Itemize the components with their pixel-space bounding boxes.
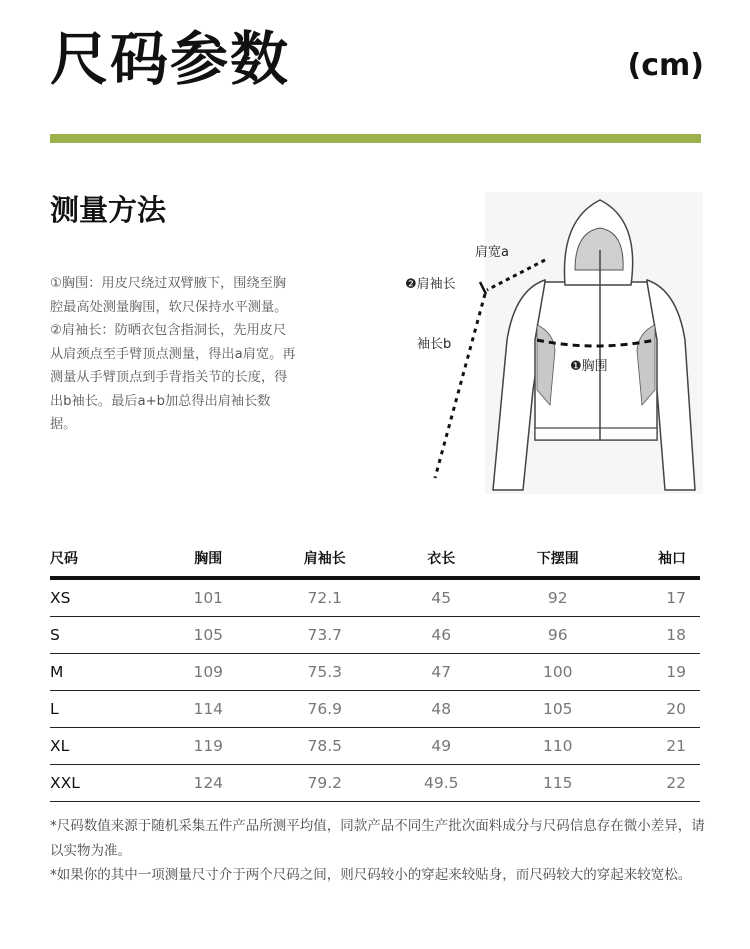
cell-shoulder-sleeve: 75.3 [307, 663, 342, 681]
accent-divider [50, 134, 701, 143]
cell-size: XS [50, 589, 71, 607]
jacket-diagram [395, 190, 705, 500]
cell-cuff: 22 [666, 774, 686, 792]
cell-chest: 109 [193, 663, 224, 681]
cell-size: M [50, 663, 64, 681]
cell-cuff: 21 [666, 737, 686, 755]
header-size: 尺码 [50, 551, 78, 567]
cell-shoulder-sleeve: 73.7 [307, 626, 342, 644]
cell-length: 49.5 [423, 774, 459, 792]
cell-size: S [50, 626, 60, 644]
size-table [50, 540, 700, 802]
cell-cuff: 19 [666, 663, 686, 681]
header-shoulder-sleeve: 肩袖长 [303, 551, 346, 567]
table-row [50, 765, 700, 802]
cell-hem: 92 [547, 589, 568, 607]
cell-shoulder-sleeve: 78.5 [307, 737, 342, 755]
table-row [50, 654, 700, 691]
footnotes [50, 814, 710, 888]
cell-chest: 119 [193, 737, 224, 755]
cell-hem: 96 [547, 626, 568, 644]
footnote-average: *尺码数值来源于随机采集五件产品所测平均值，同款产品不同生产批次面料成分与尺码信息存在微小差异，请以实物为准。 [50, 818, 705, 859]
cell-size: XXL [50, 774, 80, 792]
cell-length: 47 [431, 663, 452, 681]
cell-chest: 101 [193, 589, 224, 607]
page-title: 尺码参数 [50, 25, 291, 93]
hem-band [535, 428, 657, 440]
cell-length: 48 [431, 700, 452, 718]
cell-shoulder-sleeve: 79.2 [307, 774, 342, 792]
table-header [50, 540, 700, 580]
cell-size: XL [50, 737, 70, 755]
header-hem: 下摆围 [536, 551, 579, 567]
label-sleeve-total: ❷肩袖长 [405, 277, 456, 292]
cell-chest: 105 [193, 626, 224, 644]
header-length: 衣长 [427, 551, 456, 567]
cell-chest: 124 [193, 774, 224, 792]
cell-hem: 100 [542, 663, 573, 681]
header-cuff: 袖口 [658, 551, 686, 567]
label-shoulder: 肩宽a [475, 245, 509, 260]
cell-cuff: 17 [666, 589, 686, 607]
cell-shoulder-sleeve: 72.1 [307, 589, 342, 607]
cell-length: 46 [431, 626, 452, 644]
label-sleeve: 袖长b [417, 337, 452, 352]
label-chest: ❶胸围 [570, 359, 608, 374]
cell-cuff: 18 [666, 626, 686, 644]
cell-hem: 105 [542, 700, 573, 718]
unit-label: (cm) [627, 48, 704, 83]
cell-length: 49 [431, 737, 452, 755]
table-row [50, 617, 700, 654]
sleeve-measure-line [435, 294, 485, 478]
cell-length: 45 [431, 589, 452, 607]
cell-size: L [50, 700, 59, 718]
header-chest: 胸围 [194, 551, 223, 567]
cell-hem: 115 [542, 774, 573, 792]
table-row [50, 580, 700, 617]
cell-cuff: 20 [666, 700, 686, 718]
table-row [50, 691, 700, 728]
table-row [50, 728, 700, 765]
instruction-shoulder-sleeve: ②肩袖长：防晒衣包含指洞长，先用皮尺从肩颈点至手臂顶点测量，得出a肩宽。再测量从手臂顶点到手背指关节的长度，得出b袖长。最后a+b加总得出肩袖长数据。 [50, 323, 296, 432]
footnote-between-sizes: *如果你的其中一项测量尺寸介于两个尺码之间，则尺码较小的穿起来较贴身，而尺码较大的穿起来较宽松。 [50, 867, 692, 883]
cell-hem: 110 [542, 737, 573, 755]
measurement-instructions [50, 272, 296, 437]
cell-chest: 114 [193, 700, 224, 718]
section-title: 测量方法 [50, 193, 167, 227]
instruction-chest: ①胸围：用皮尺绕过双臂腋下，围绕至胸腔最高处测量胸围，软尺保持水平测量。 [50, 276, 288, 315]
cell-shoulder-sleeve: 76.9 [307, 700, 342, 718]
